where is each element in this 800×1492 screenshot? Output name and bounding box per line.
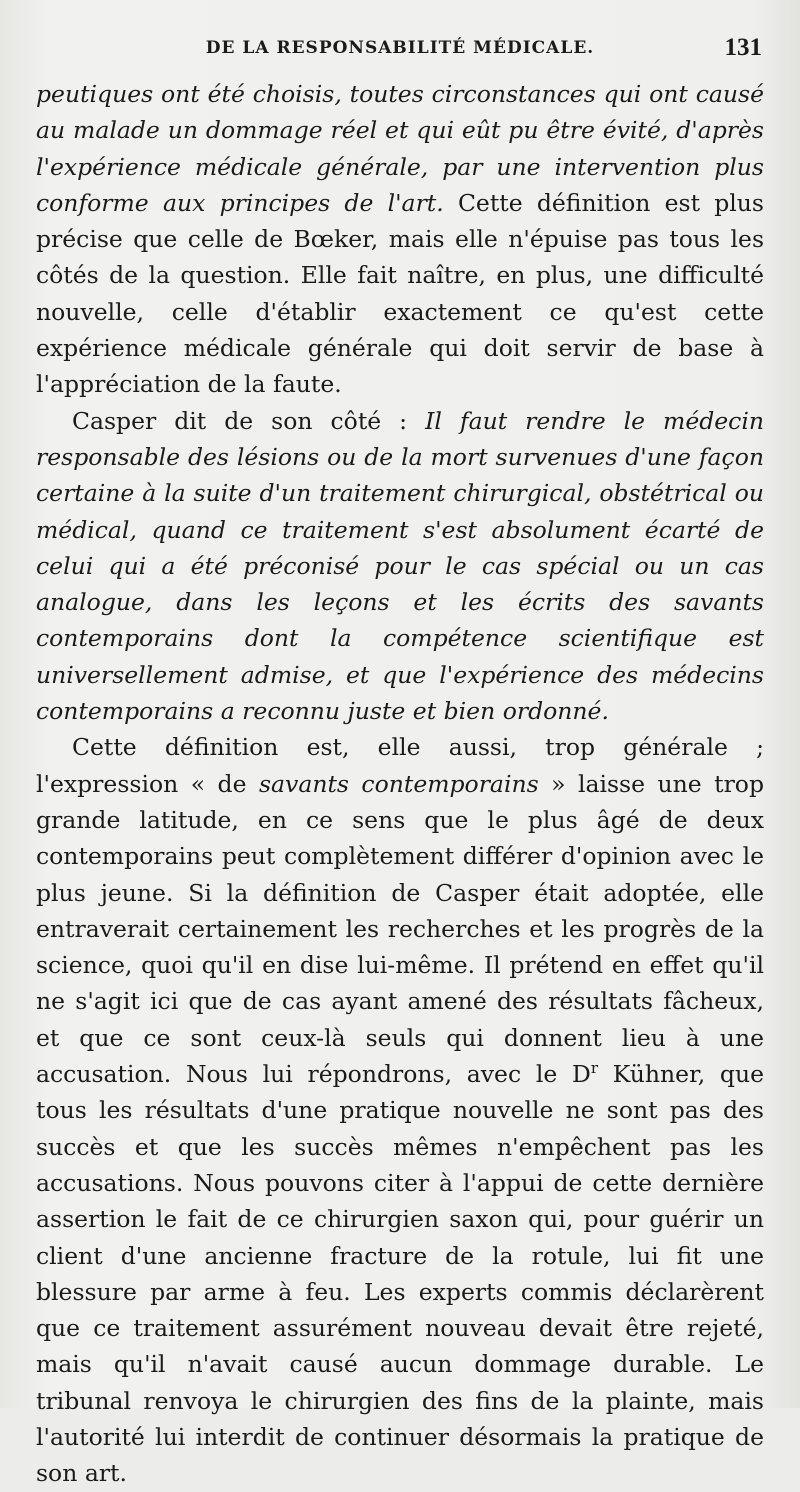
paragraph-1-text: Cette définition est plus précise que celle de Bœker, mais elle n'épuise pas tous les côtés de la question. Elle fait naître, en plus, une difficulté nouvelle, celle d'établir exactement ce qu'est cette expérience médicale générale qui doit servir de base à l'appréciation de la faute.: [36, 188, 764, 399]
paragraph-2-quote: Il faut rendre le médecin responsable des lésions ou de la mort survenues d'une façon certaine à la suite d'un traitement chirurgical, obstétrical ou médical, quand ce traitement s'est absolument écarté de celui qui a été préconisé pour le cas spécial ou un cas analogue, dans les leçons et les écrits des savants contemporains dont la compétence scientifique est universellement admise, et que l'expérience des médecins contemporains a reconnu juste et bien ordonné.: [36, 406, 764, 726]
paragraph-3-text-e: Kühner, que tous les résultats d'une pratique nouvelle ne sont pas des succès et que les succès mêmes n'empêchent pas les accusations. Nous pouvons citer à l'appui de cette dernière assertion le fait de ce chirurgien saxon qui, pour guérir un client d'une ancienne fracture de la rotule, lui fit une blessure par arme à feu. Les experts commis déclarèrent que ce traitement assurément nouveau devait être rejeté, mais qu'il n'avait causé aucun dommage durable. Le tribunal renvoya le chirurgien des fins de la plainte, mais l'autorité lui interdit de continuer désormais la pratique de son art.: [36, 1060, 764, 1488]
doctor-abbrev-superscript: r: [590, 1059, 598, 1078]
paragraph-3-italic: savants contemporains: [258, 769, 539, 798]
page-number: 131: [724, 34, 762, 61]
running-title: DE LA RESPONSABILITÉ MÉDICALE.: [205, 38, 595, 58]
paragraph-3: [36, 729, 764, 1491]
paragraph-3-text-a: Cette définition est, elle aussi, trop générale ; l'expression « de: [36, 733, 764, 798]
paragraph-3-text-c: » laisse une trop grande latitude, en ce sens que le plus âgé de deux contemporains peut complètement différer d'opinion avec le plus jeune. Si la définition de Casper était adoptée, elle entraverait certainement les recherches et les progrès de la science, quoi qu'il en dise lui-même. Il prétend en effet qu'il ne s'agit ici que de cas ayant amené des résultats fâcheux, et que ce sont ceux-là seuls qui donnent lieu à une accusation. Nous lui répondrons, avec le D: [36, 769, 764, 1089]
running-header: [36, 34, 764, 70]
paragraph-1-italic: peutiques ont été choisis, toutes circonstances qui ont causé au malade un dommage réel et qui eût pu être évité, d'après l'expérience médicale générale, par une intervention plus conforme aux principes de l'art.: [36, 80, 764, 217]
paragraph-2-text: Casper dit de son côté :: [72, 406, 426, 435]
body-text: [36, 76, 764, 1492]
paragraph-2: [36, 403, 764, 730]
paragraph-1: [36, 76, 764, 403]
